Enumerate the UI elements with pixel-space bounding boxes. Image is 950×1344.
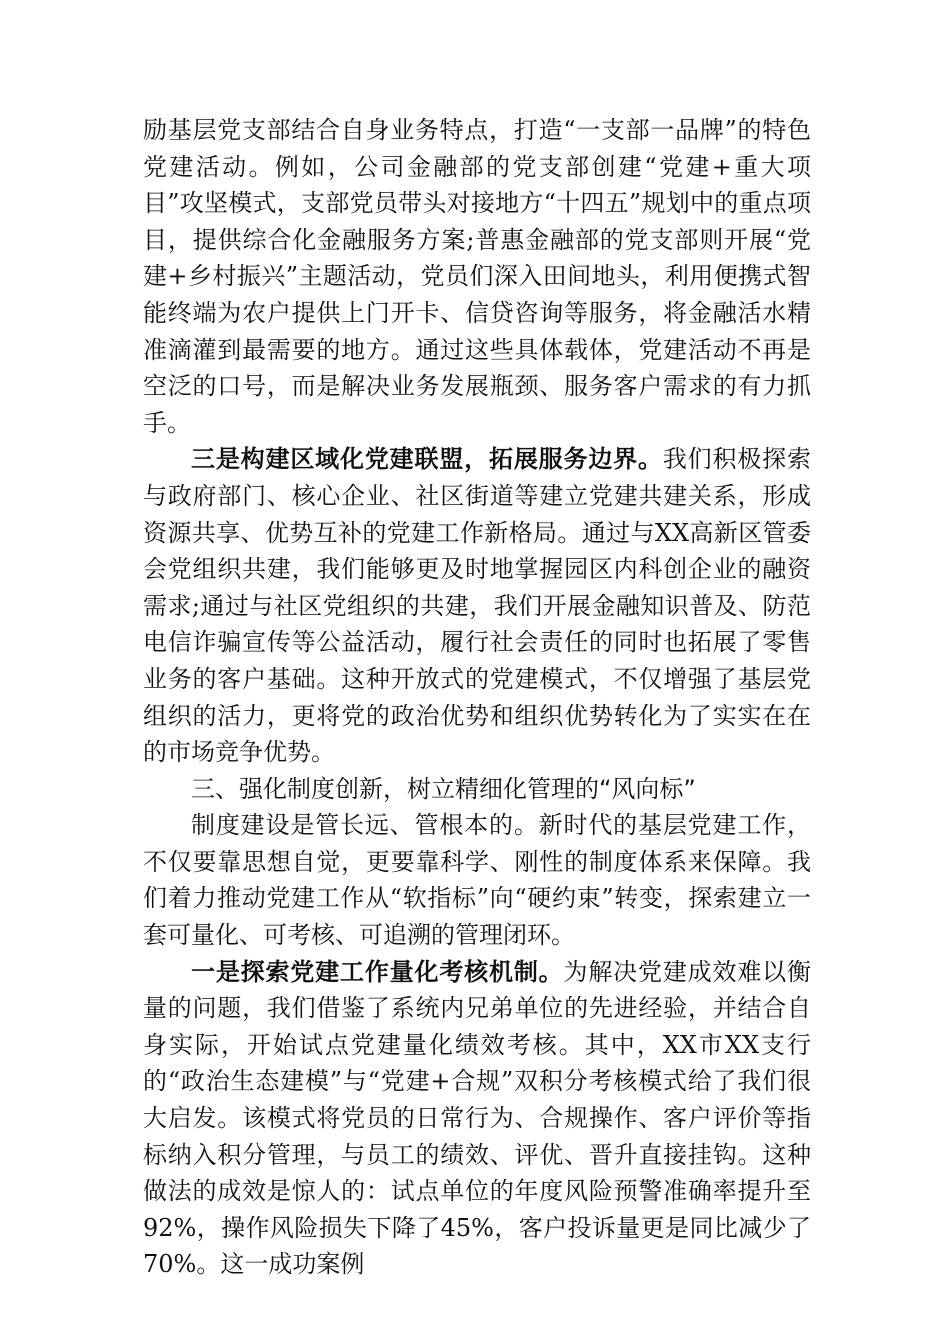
paragraph-lead-bold: 一是探索党建工作量化考核机制。 <box>191 956 564 986</box>
paragraph-lead-bold: 三是构建区域化党建联盟，拓展服务边界。 <box>191 444 663 474</box>
paragraph-body: 为解决党建成效难以衡量的问题，我们借鉴了系统内兄弟单位的先进经验，并结合自身实际，开始试点党建量化绩效考核。其中，XX市XX支行的“政治生态建模”与“党建+合规”双积分考核模式给了我们很大启发。该模式将党员的日常行为、合规操作、客户评价等指标纳入积分管理，与员工的绩效、评优、晋升直接挂钩。这种做法的成效是惊人的：试点单位的年度风险预警准确率提升至92%，操作风险损失下降了45%，客户投诉量更是同比减少了70%。这一成功案例 <box>143 957 811 1279</box>
paragraph-regional-alliance <box>143 441 811 770</box>
paragraph-branding-activities: 励基层党支部结合自身业务特点，打造“一支部一品牌”的特色党建活动。例如，公司金融部的党支部创建“党建+重大项目”攻坚模式，支部党员带头对接地方“十四五”规划中的重点项目，提供综合化金融服务方案;普惠金融部的党支部则开展“党建+乡村振兴”主题活动，党员们深入田间地头，利用便携式智能终端为农户提供上门开卡、信贷咨询等服务，将金融活水精准滴灌到最需要的地方。通过这些具体载体，党建活动不再是空泛的口号，而是解决业务发展瓶颈、服务客户需求的有力抓手。 <box>143 116 811 437</box>
paragraph-body: 我们积极探索与政府部门、核心企业、社区街道等建立党建共建关系，形成资源共享、优势互补的党建工作新格局。通过与XX高新区管委会党组织共建，我们能够更及时地掌握园区内科创企业的融资需求;通过与社区党组织的共建，我们开展金融知识普及、防范电信诈骗宣传等公益活动，履行社会责任的同时也拓展了零售业务的客户基础。这种开放式的党建模式，不仅增强了基层党组织的活力，更将党的政治优势和组织优势转化为了实实在在的市场竞争优势。 <box>143 445 812 767</box>
paragraph-system-building: 制度建设是管长远、管根本的。新时代的基层党建工作，不仅要靠思想自觉，更要靠科学、刚性的制度体系来保障。我们着力推动党建工作从“软指标”向“硬约束”转变，探索建立一套可量化、可考核、可追溯的管理闭环。 <box>143 811 811 950</box>
paragraph-quantified-assessment <box>143 954 811 1283</box>
document-page <box>143 112 811 1283</box>
section-heading: 三、强化制度创新，树立精细化管理的“风向标” <box>191 774 696 803</box>
